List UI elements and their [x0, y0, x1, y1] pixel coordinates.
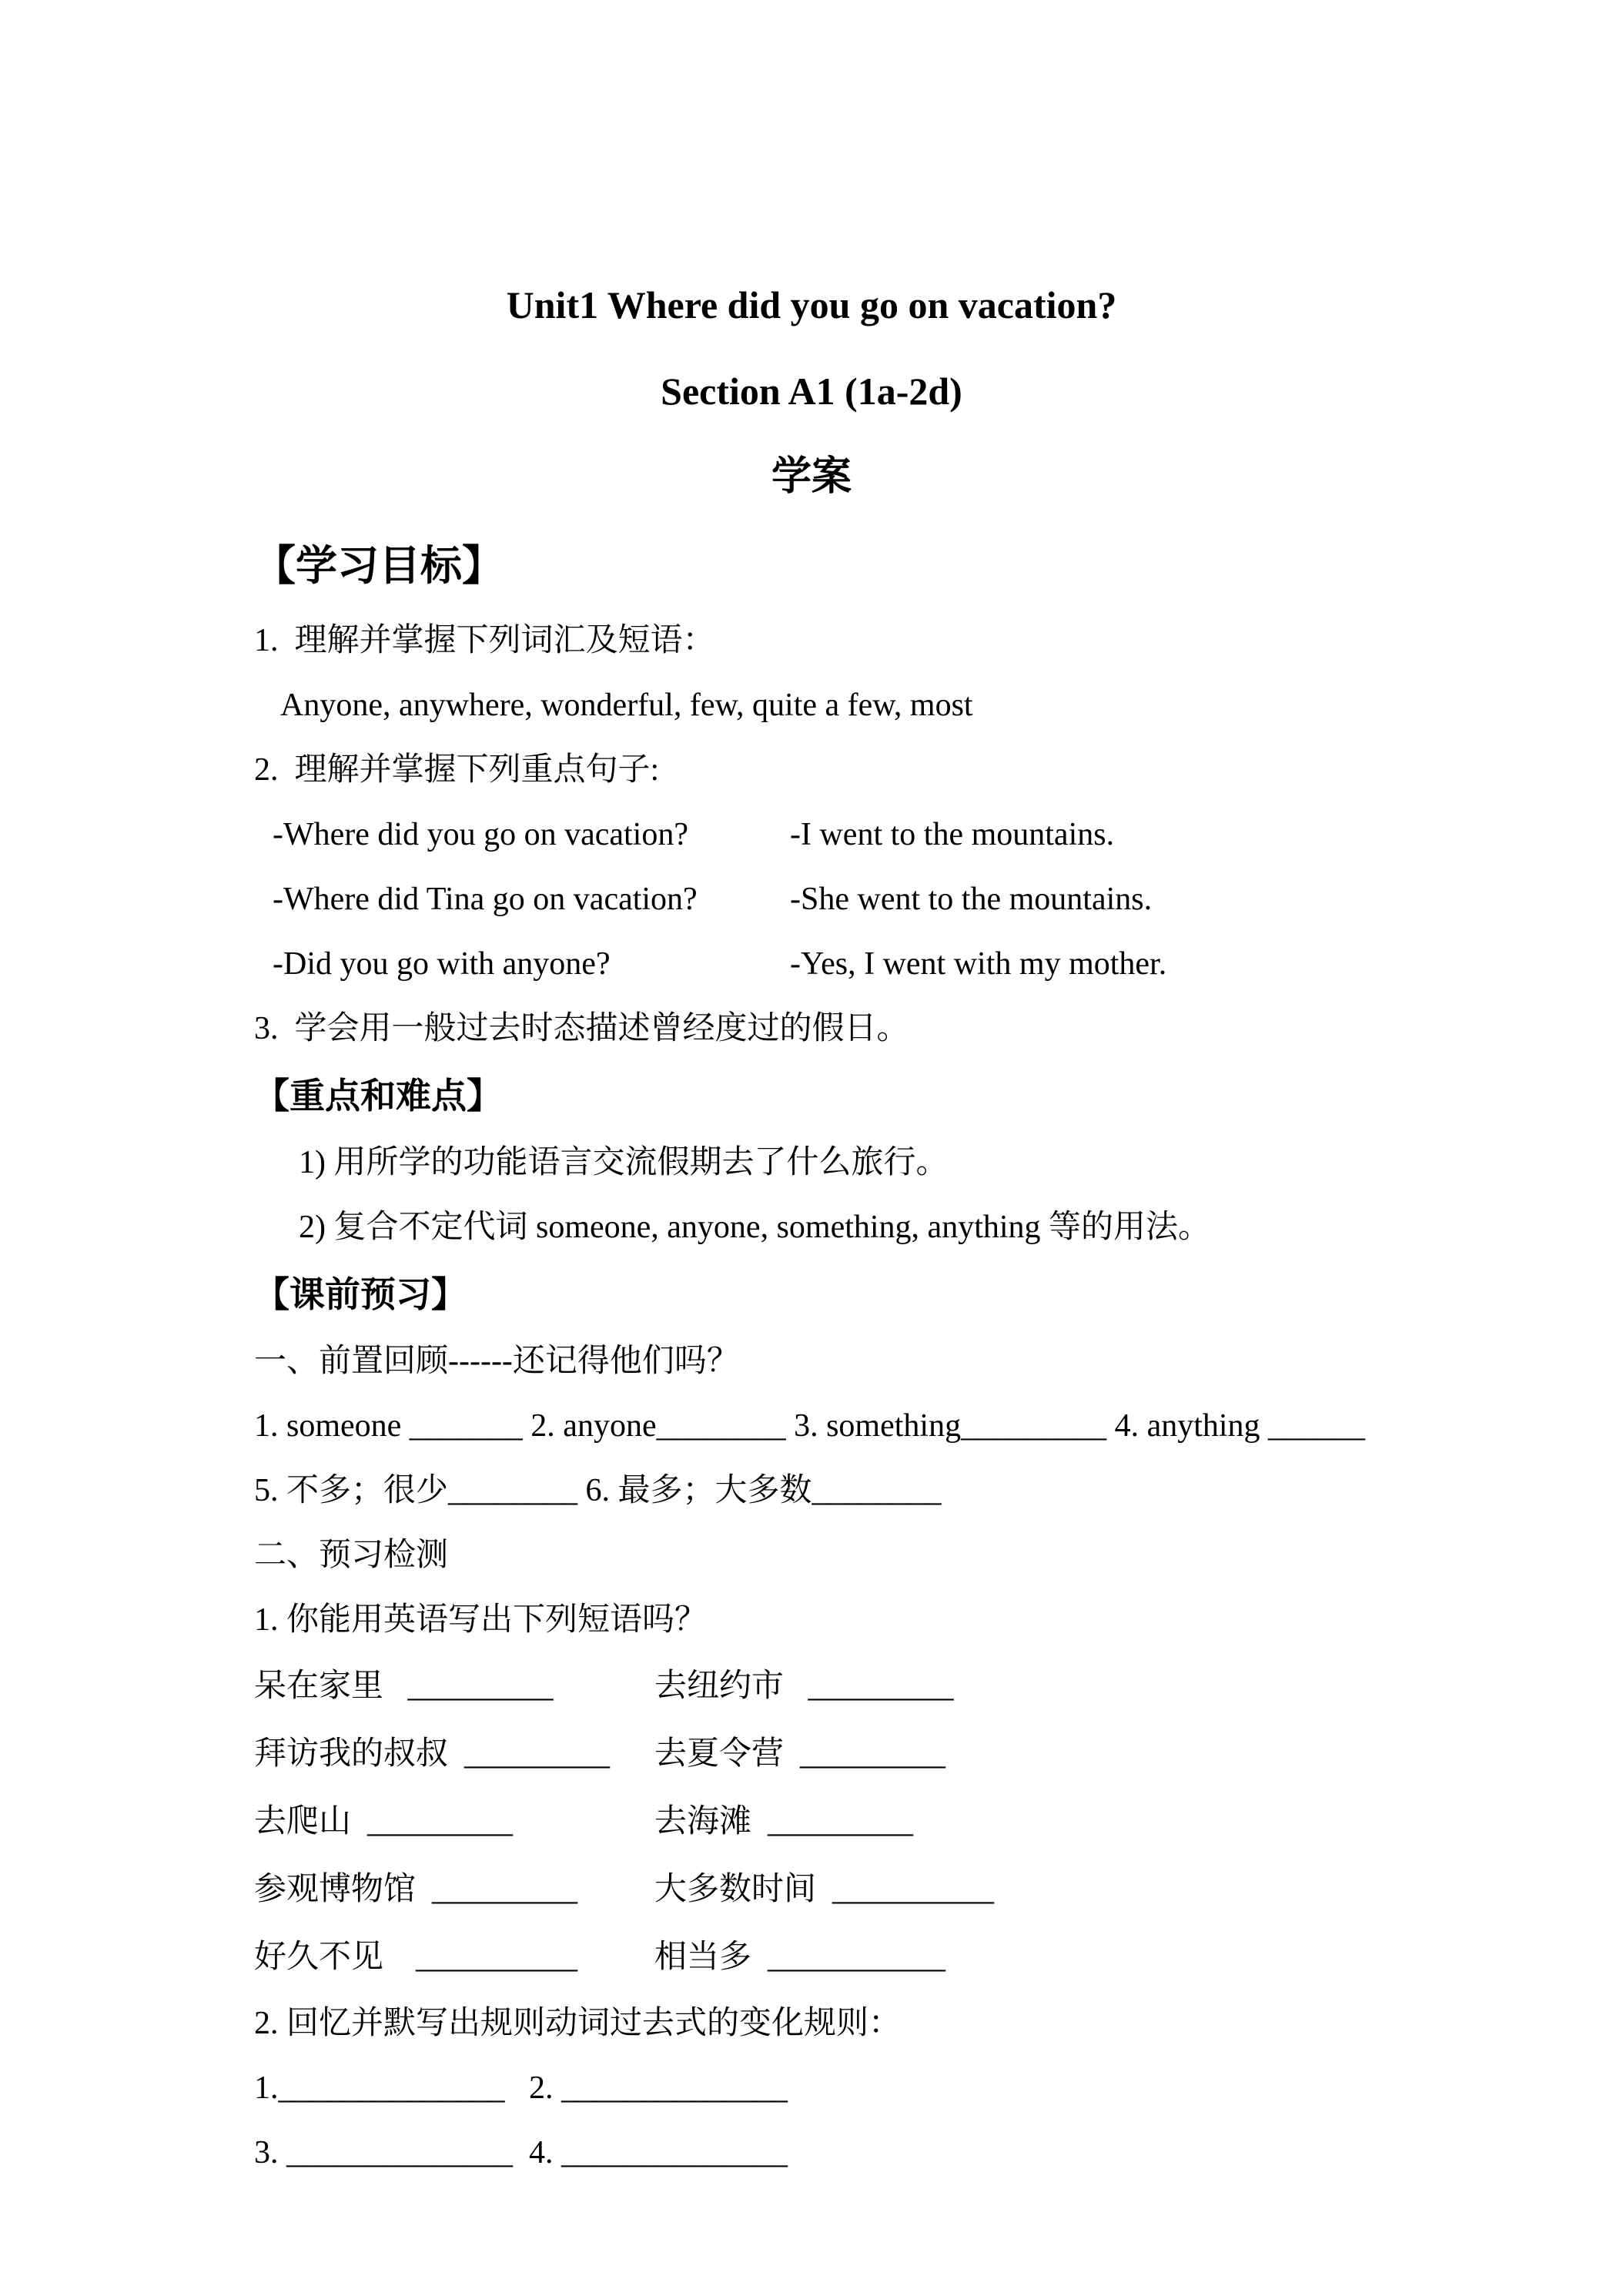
rule-fill-line-2: 3. ______________ 4. ______________	[254, 2135, 788, 2170]
preview-part1-title: 一、前置回顾------还记得他们吗？	[254, 1344, 739, 1379]
phrase-row-5	[254, 1923, 1369, 1991]
dialog-answer-3: -Yes, I went with my mother.	[790, 946, 1167, 982]
phrase-left-4: 参观博物馆 _________	[254, 1872, 578, 1907]
section-heading-key-points: 【重点和难点】	[254, 1076, 502, 1116]
section-heading-learning-goals: 【学习目标】	[254, 543, 504, 589]
key-point-2: 2) 复合不定代词 someone, anyone, something, anything 等的用法。	[299, 1210, 1211, 1245]
dialog-question-2: -Where did Tina go on vacation?	[273, 882, 698, 917]
goal-vocab-words: Anyone, anywhere, wonderful, few, quite a few, most	[280, 688, 973, 723]
recall-fill-line-2: 5. 不多；很少________ 6. 最多；大多数________	[254, 1473, 942, 1508]
phrase-right-2: 去夏令营 _________	[654, 1736, 946, 1772]
check-question-2: 2. 回忆并默写出规则动词过去式的变化规则：	[254, 2006, 902, 2041]
doc-title-line3: 学案	[771, 455, 852, 499]
phrase-left-1: 呆在家里 _________	[254, 1668, 554, 1704]
phrase-right-4: 大多数时间 __________	[654, 1872, 995, 1907]
goal-item-1: 1. 理解并掌握下列词汇及短语：	[254, 623, 715, 658]
doc-title-line1: Unit1 Where did you go on vacation?	[506, 283, 1117, 326]
goal-item-3: 3. 学会用一般过去时态描述曾经度过的假日。	[254, 1011, 909, 1046]
dialog-row-1	[254, 802, 1369, 867]
phrase-row-4	[254, 1856, 1369, 1923]
rule-fill-line-1: 1.______________ 2. ______________	[254, 2070, 788, 2106]
dialog-row-2	[254, 867, 1369, 932]
dialog-question-3: -Did you go with anyone?	[273, 946, 611, 982]
phrase-right-1: 去纽约市 _________	[654, 1668, 954, 1704]
phrase-row-2	[254, 1720, 1369, 1788]
check-question-1: 1. 你能用英语写出下列短语吗？	[254, 1602, 708, 1638]
dialog-answer-1: -I went to the mountains.	[790, 817, 1115, 852]
phrase-left-3: 去爬山 _________	[254, 1804, 514, 1839]
phrase-row-3	[254, 1788, 1369, 1856]
key-point-1: 1) 用所学的功能语言交流假期去了什么旅行。	[299, 1145, 949, 1180]
dialog-row-3	[254, 932, 1369, 996]
dialog-question-1: -Where did you go on vacation?	[273, 817, 688, 852]
recall-fill-line-1: 1. someone _______ 2. anyone________ 3. something_________ 4. anything ______	[254, 1408, 1366, 1444]
dialog-answer-2: -She went to the mountains.	[790, 882, 1153, 917]
section-heading-preview: 【课前预习】	[254, 1274, 467, 1314]
phrase-right-5: 相当多 ___________	[654, 1940, 946, 1975]
goal-item-2: 2. 理解并掌握下列重点句子:	[254, 752, 660, 788]
preview-part2-title: 二、预习检测	[254, 1538, 449, 1573]
doc-title-line2: Section A1 (1a-2d)	[661, 370, 962, 413]
phrase-left-5: 好久不见 __________	[254, 1940, 578, 1975]
phrase-row-1	[254, 1652, 1369, 1720]
phrase-right-3: 去海滩 _________	[654, 1804, 914, 1839]
phrase-left-2: 拜访我的叔叔 _________	[254, 1736, 611, 1772]
